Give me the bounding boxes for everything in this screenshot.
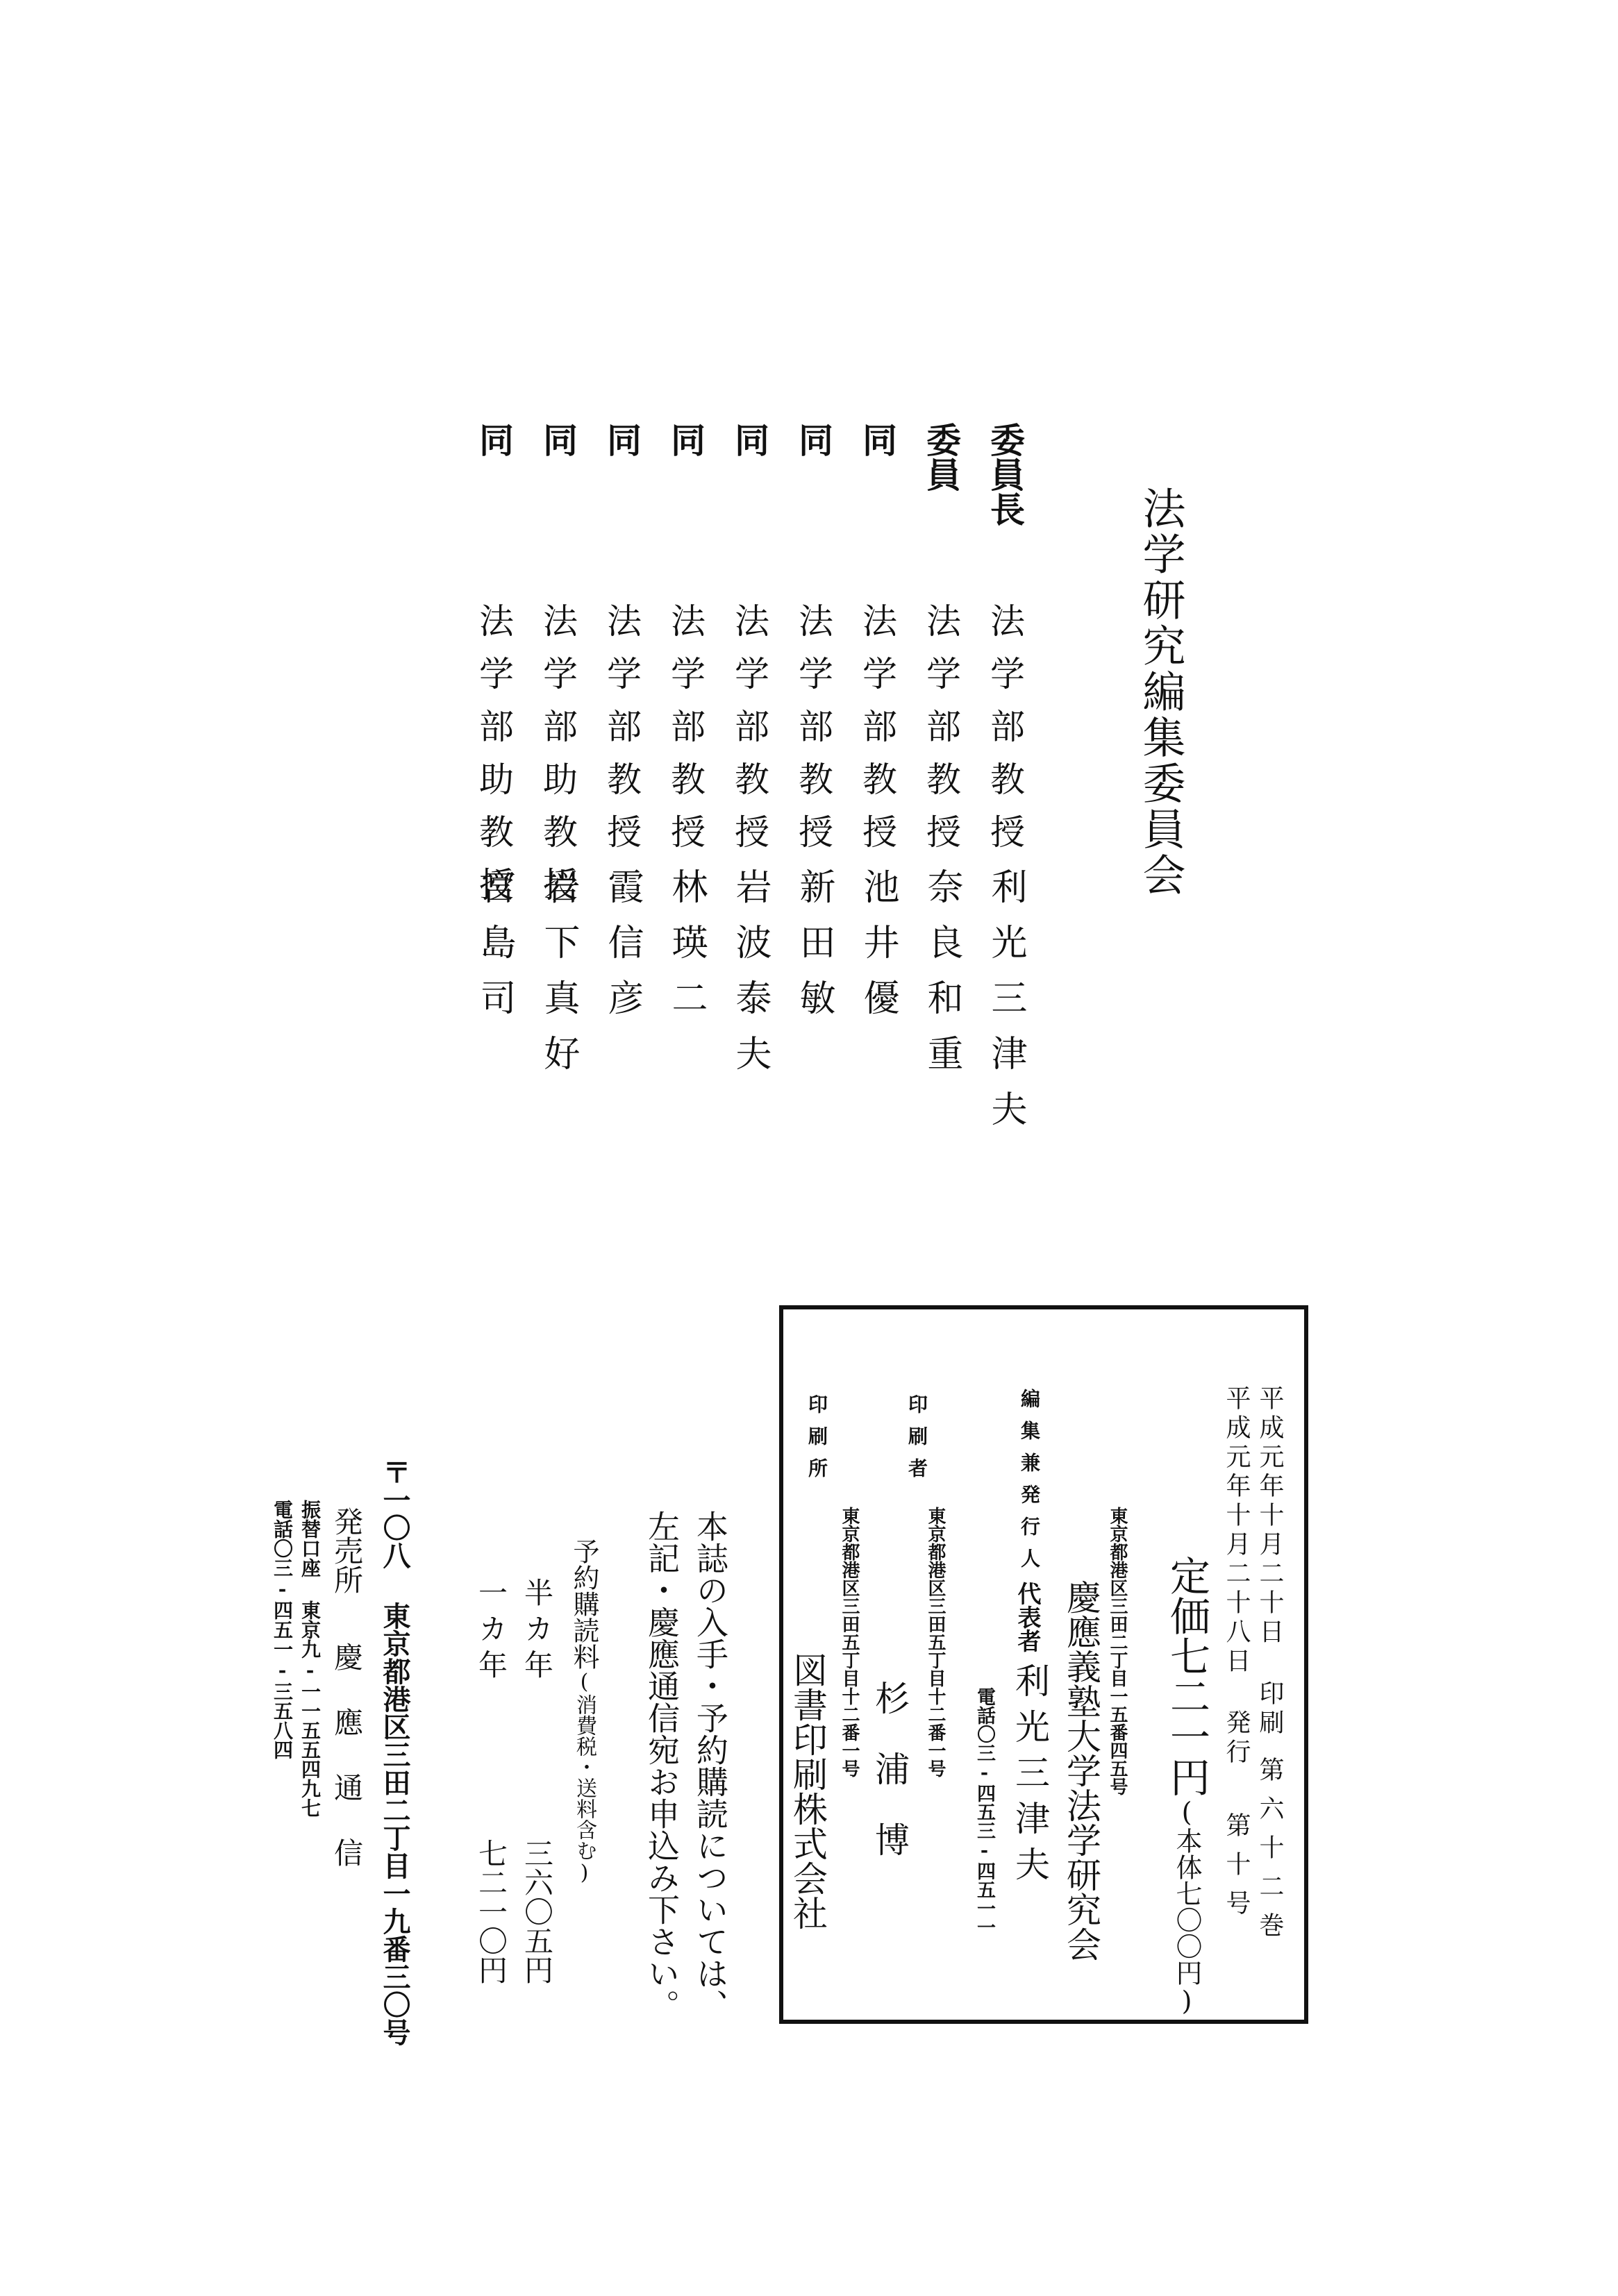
member-title: 委員長 bbox=[985, 422, 1026, 526]
price-base: (本体七〇〇円) bbox=[1171, 1797, 1202, 2016]
member-title: 同 bbox=[665, 422, 706, 457]
representative-label: 代表者 bbox=[1013, 1582, 1041, 1652]
price-value: 定価七二一円 bbox=[1163, 1555, 1210, 1797]
half-year-label: 半カ年 bbox=[520, 1577, 554, 1686]
print-date: 平成元年十月二十日 印刷 bbox=[1256, 1385, 1284, 1738]
member-position: 法学部助教授 bbox=[537, 603, 578, 919]
notice-line-1: 本誌の入手・予約購読については、 bbox=[692, 1510, 729, 2021]
printer-address: 東京都港区三田五丁目十二番一号 bbox=[925, 1507, 946, 1777]
member-position: 法学部助教授 bbox=[474, 603, 514, 919]
member-title: 同 bbox=[729, 422, 770, 457]
member-position: 法学部教授 bbox=[665, 603, 706, 866]
publisher-phone: 電話〇三-四五一-三五八四 bbox=[271, 1500, 294, 1759]
member-name: 池井優 bbox=[857, 868, 899, 1034]
member-name: 奈良和重 bbox=[921, 868, 962, 1090]
print-house-name: 図書印刷株式会社 bbox=[787, 1652, 828, 1930]
member-position: 法学部教授 bbox=[985, 603, 1025, 866]
editor-phone: 電話〇三-四五三-四五一一 bbox=[974, 1687, 995, 1936]
member-name: 利光三津夫 bbox=[985, 868, 1026, 1146]
price bbox=[1163, 1555, 1210, 2016]
editor-address: 東京都港区三田二丁目一五番四五号 bbox=[1107, 1507, 1128, 1795]
half-year-price: 三六〇五円 bbox=[520, 1838, 554, 1984]
issue-date: 平成元年十月二十八日 発行 bbox=[1222, 1385, 1251, 1768]
print-house-address: 東京都港区三田五丁目十二番一号 bbox=[839, 1507, 860, 1777]
member-position: 法学部教授 bbox=[729, 603, 769, 866]
notice-line-2: 左記・慶應通信宛お申込み下さい。 bbox=[643, 1510, 681, 2021]
subscription-label-text: 予約購読料 bbox=[569, 1538, 599, 1670]
member-title: 同 bbox=[537, 422, 578, 457]
member-title: 同 bbox=[857, 422, 898, 457]
issue-number: 第十号 bbox=[1222, 1812, 1251, 1929]
subscription-label bbox=[571, 1538, 597, 1885]
publisher-transfer-account: 振替口座 東京九-一一五五四九七 bbox=[299, 1500, 322, 1818]
member-title: 同 bbox=[601, 422, 642, 457]
committee-title: 法学研究編集委員会 bbox=[1135, 486, 1186, 898]
member-name: 新田敏 bbox=[793, 868, 835, 1034]
publisher-name: 慶應通信 bbox=[330, 1642, 364, 1903]
volume-number: 第六十二巻 bbox=[1256, 1757, 1284, 1951]
member-name: 霞信彦 bbox=[601, 868, 643, 1034]
member-position: 法学部教授 bbox=[601, 603, 642, 866]
printer-role: 印刷者 bbox=[906, 1394, 928, 1490]
editor-role: 編集兼発行人 bbox=[1018, 1389, 1041, 1580]
member-name: 林瑛二 bbox=[665, 868, 707, 1034]
printer-name: 杉浦博 bbox=[869, 1680, 910, 1893]
publisher-label: 発売所 bbox=[330, 1507, 364, 1594]
member-position: 法学部教授 bbox=[857, 603, 897, 866]
member-title: 同 bbox=[793, 422, 834, 457]
representative-name: 利光三津夫 bbox=[1010, 1663, 1050, 1892]
print-house-role: 印刷所 bbox=[806, 1394, 828, 1490]
member-name: 岩下真好 bbox=[537, 868, 579, 1090]
member-name: 岩波泰夫 bbox=[729, 868, 771, 1090]
publisher-address: 〒一〇八 東京都港区三田二丁目一九番三〇号 bbox=[378, 1458, 411, 2046]
editor-name: 慶應義塾大学法学研究会 bbox=[1061, 1579, 1101, 1961]
subscription-note: (消費税・送料含む) bbox=[572, 1670, 597, 1885]
member-title: 同 bbox=[474, 422, 515, 457]
member-name: 宮島司 bbox=[474, 868, 515, 1034]
full-year-label: 一カ年 bbox=[474, 1577, 508, 1686]
member-position: 法学部教授 bbox=[793, 603, 833, 866]
member-position: 法学部教授 bbox=[921, 603, 961, 866]
full-year-price: 七二一〇円 bbox=[474, 1838, 508, 1984]
member-title: 委員 bbox=[921, 422, 962, 492]
